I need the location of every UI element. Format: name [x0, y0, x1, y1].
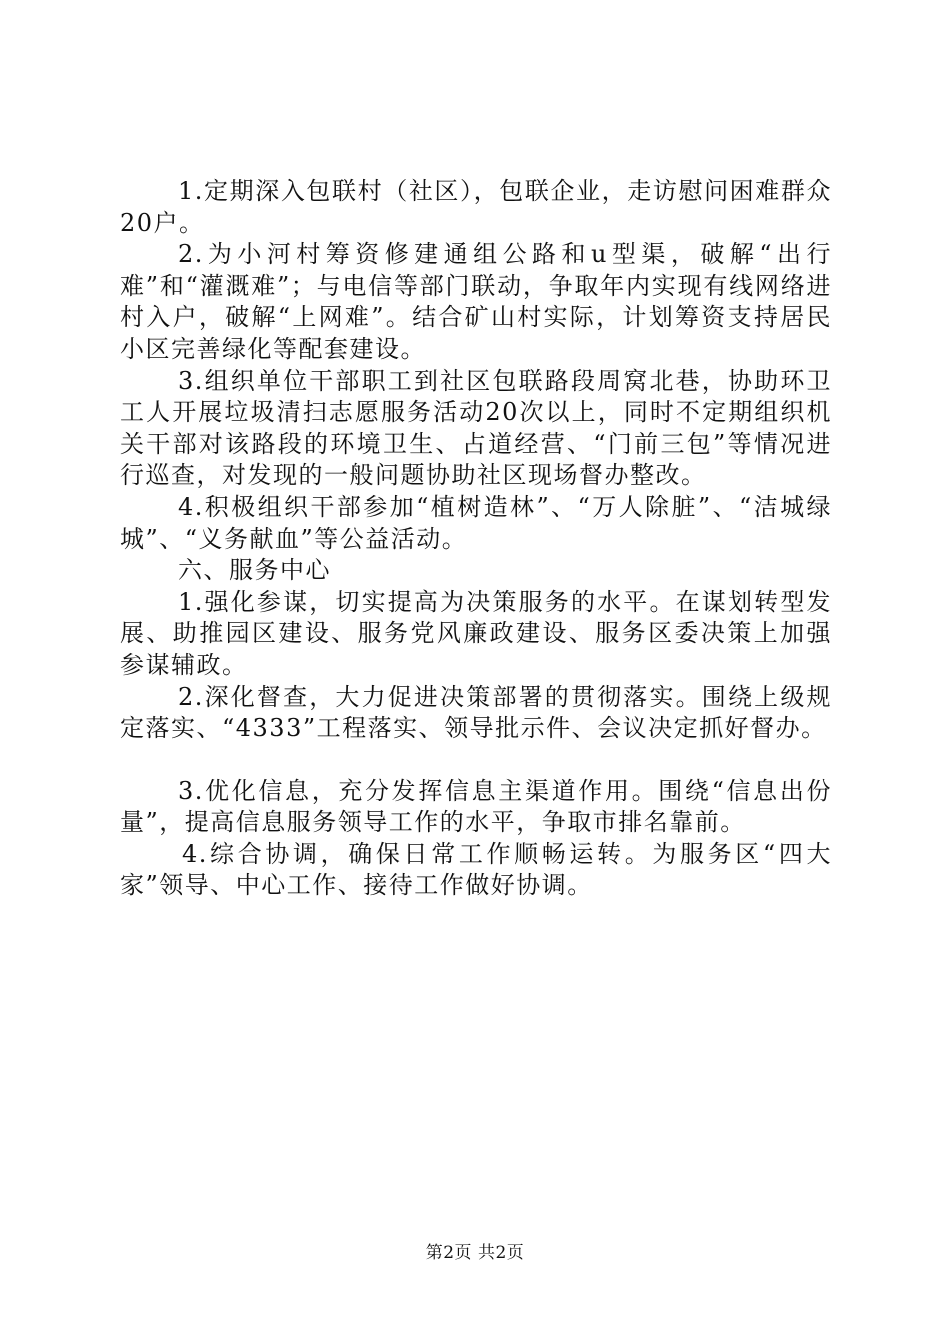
paragraph-service-3: 3.优化信息，充分发挥信息主渠道作用。围绕“信息出份量”，提高信息服务领导工作的水平，争取市排名靠前。	[120, 776, 832, 837]
document-body	[120, 176, 832, 902]
paragraph-service-1: 1.强化参谋，切实提高为决策服务的水平。在谋划转型发展、助推园区建设、服务党风廉政建设、服务区委决策上加强参谋辅政。	[120, 587, 832, 679]
section-heading: 六、服务中心	[178, 556, 331, 585]
page-footer: 第2页 共2页	[425, 1243, 525, 1263]
paragraph-service-2: 2.深化督查，大力促进决策部署的贯彻落实。围绕上级规定落实、“4333”工程落实、领导批示件、会议决定抓好督办。	[120, 682, 832, 743]
paragraph-item-3: 3.组织单位干部职工到社区包联路段周窝北巷，协助环卫工人开展垃圾清扫志愿服务活动20次以上，同时不定期组织机关干部对该路段的环境卫生、占道经营、“门前三包”等情况进行巡查，对发现的一般问题协助社区现场督办整改。	[120, 366, 832, 490]
paragraph-item-1: 1.定期深入包联村（社区），包联企业，走访慰问困难群众20户。	[120, 177, 832, 237]
paragraph-service-4: 4.综合协调，确保日常工作顺畅运转。为服务区“四大家”领导、中心工作、接待工作做好协调。	[120, 839, 832, 900]
paragraph-item-4: 4.积极组织干部参加“植树造林”、“万人除脏”、“洁城绿城”、“义务献血”等公益活动。	[120, 492, 832, 553]
paragraph-item-2: 2.为小河村筹资修建通组公路和u型渠，破解“出行难”和“灌溉难”；与电信等部门联动，争取年内实现有线网络进村入户，破解“上网难”。结合矿山村实际，计划筹资支持居民小区完善绿化等配套建设。	[120, 240, 832, 363]
